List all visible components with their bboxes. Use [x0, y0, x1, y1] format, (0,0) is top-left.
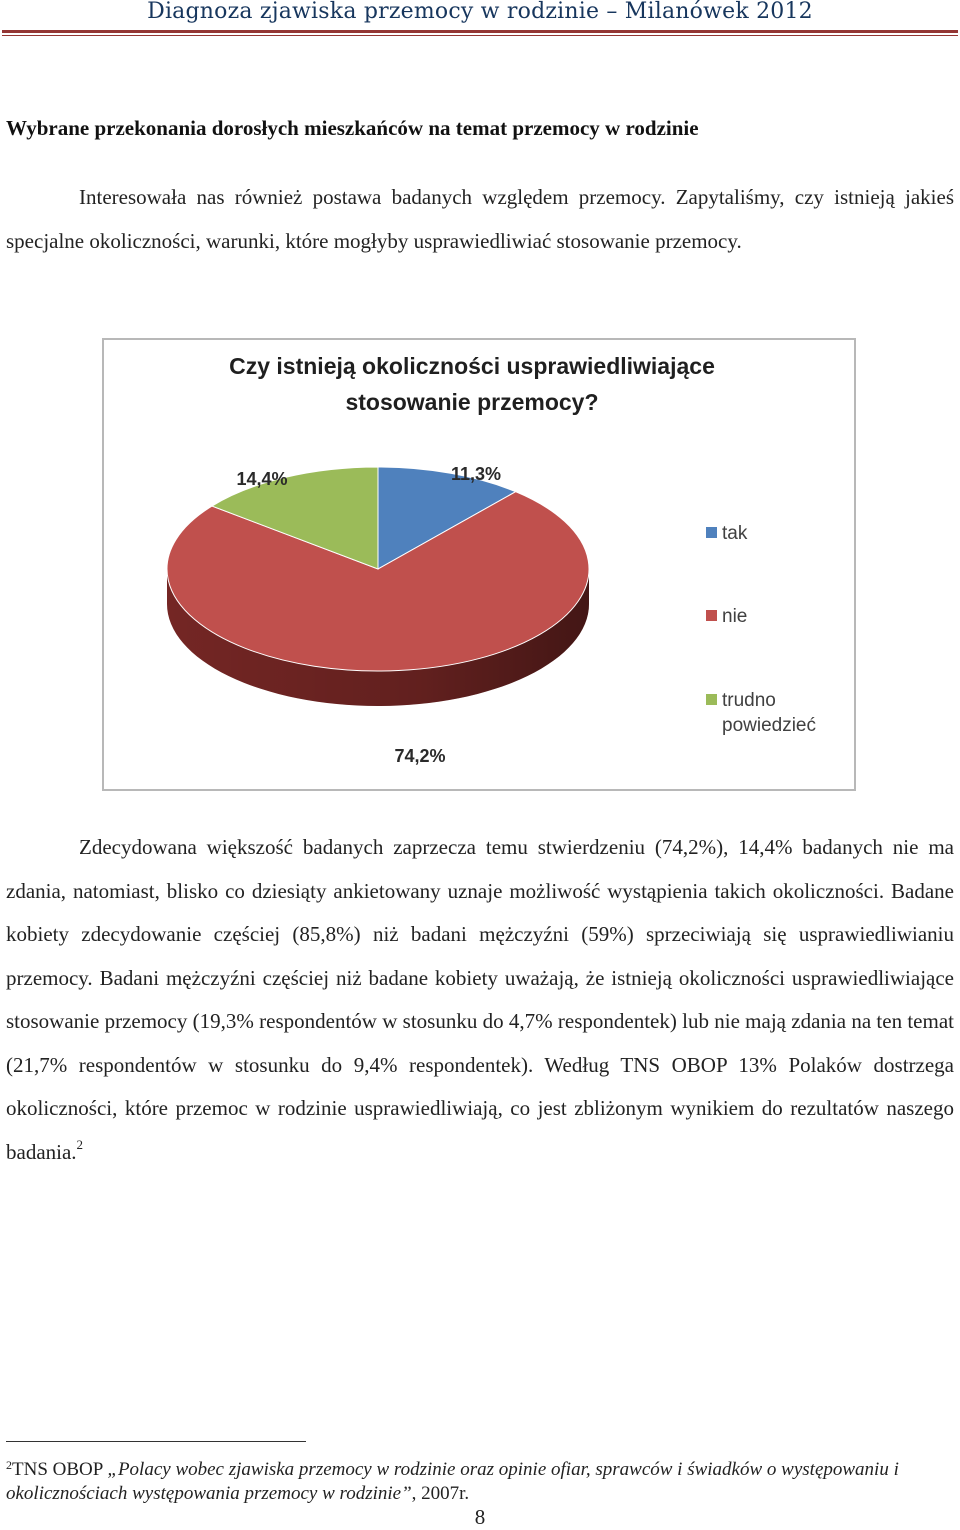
pie-chart — [102, 338, 856, 791]
chart-title-line-2: stosowanie przemocy? — [345, 389, 599, 415]
footnote-suffix: , 2007r. — [411, 1483, 470, 1504]
legend-label-tak: tak — [722, 523, 748, 544]
legend-swatch-nie — [706, 610, 717, 621]
footnote-separator — [6, 1441, 306, 1442]
legend-swatch-trudno-powiedziec — [706, 694, 717, 705]
footnote-title: „Polacy wobec zjawiska przemocy w rodzinie oraz opinie ofiar, sprawców i świadków o występowaniu i okolicznościach występowania przemocy w rodzinie” — [6, 1459, 899, 1504]
legend-label-nie: nie — [722, 606, 748, 627]
footnote-number: 2 — [6, 1458, 12, 1472]
footnote-reference: 2 — [76, 1136, 84, 1152]
results-paragraph — [6, 826, 954, 1174]
pie-chart-svg — [104, 340, 854, 789]
chart-title-line-1: Czy istnieją okoliczności usprawiedliwiające — [229, 353, 715, 379]
page-number: 8 — [474, 1505, 486, 1529]
data-label-tak: 11,3% — [450, 464, 502, 484]
pie-slices — [167, 467, 589, 671]
footnote — [6, 1453, 954, 1506]
legend-label-trudno-powiedziec-line-2: powiedzieć — [722, 715, 816, 736]
results-text: Zdecydowana większość badanych zaprzecza temu stwierdzeniu (74,2%), 14,4% badanych nie ma zdania, natomiast, blisko co dziesiąty ankietowany uznaje możliwość wystąpienia takich okoliczności. Badane kobiety zdecydowanie częściej (85,8%) niż badani mężczyźni (59%) sprzeciwiają się usprawiedliwianiu przemocy. Badani mężczyźni częściej niż badane kobiety uważają, że istnieją okoliczności usprawiedliwiające stosowanie przemocy (19,3% respondentów w stosunku do 4,7% respondentek) lub nie mają zdania na ten temat (21,7% respondentów w stosunku do 9,4% respondentek). Według TNS OBOP 13% Polaków dostrzega okoliczności, które przemoc w rodzinie usprawiedliwiają, co jest zbliżonym wynikiem do rezultatów naszego badania. — [6, 835, 954, 1164]
legend-label-trudno-powiedziec: trudno — [722, 690, 776, 711]
legend-swatch-tak — [706, 527, 717, 538]
data-label-nie: 74,2% — [394, 746, 446, 766]
header-rule-thick — [2, 30, 958, 33]
page-header — [0, 0, 960, 40]
data-label-trudno-powiedziec: 14,4% — [236, 469, 288, 489]
section-heading: Wybrane przekonania dorosłych mieszkańców na temat przemocy w rodzinie — [6, 116, 699, 140]
intro-text: Interesowała nas również postawa badanych względem przemocy. Zapytaliśmy, czy istnieją jakieś specjalne okoliczności, warunki, które mogłyby usprawiedliwiać stosowanie przemocy. — [6, 185, 954, 253]
header-title: Diagnoza zjawiska przemocy w rodzinie – Milanówek 2012 — [147, 0, 813, 24]
footnote-prefix: TNS OBOP — [12, 1459, 108, 1480]
chart-legend — [706, 523, 816, 736]
intro-paragraph — [6, 176, 954, 263]
header-rule-thin — [2, 35, 958, 36]
